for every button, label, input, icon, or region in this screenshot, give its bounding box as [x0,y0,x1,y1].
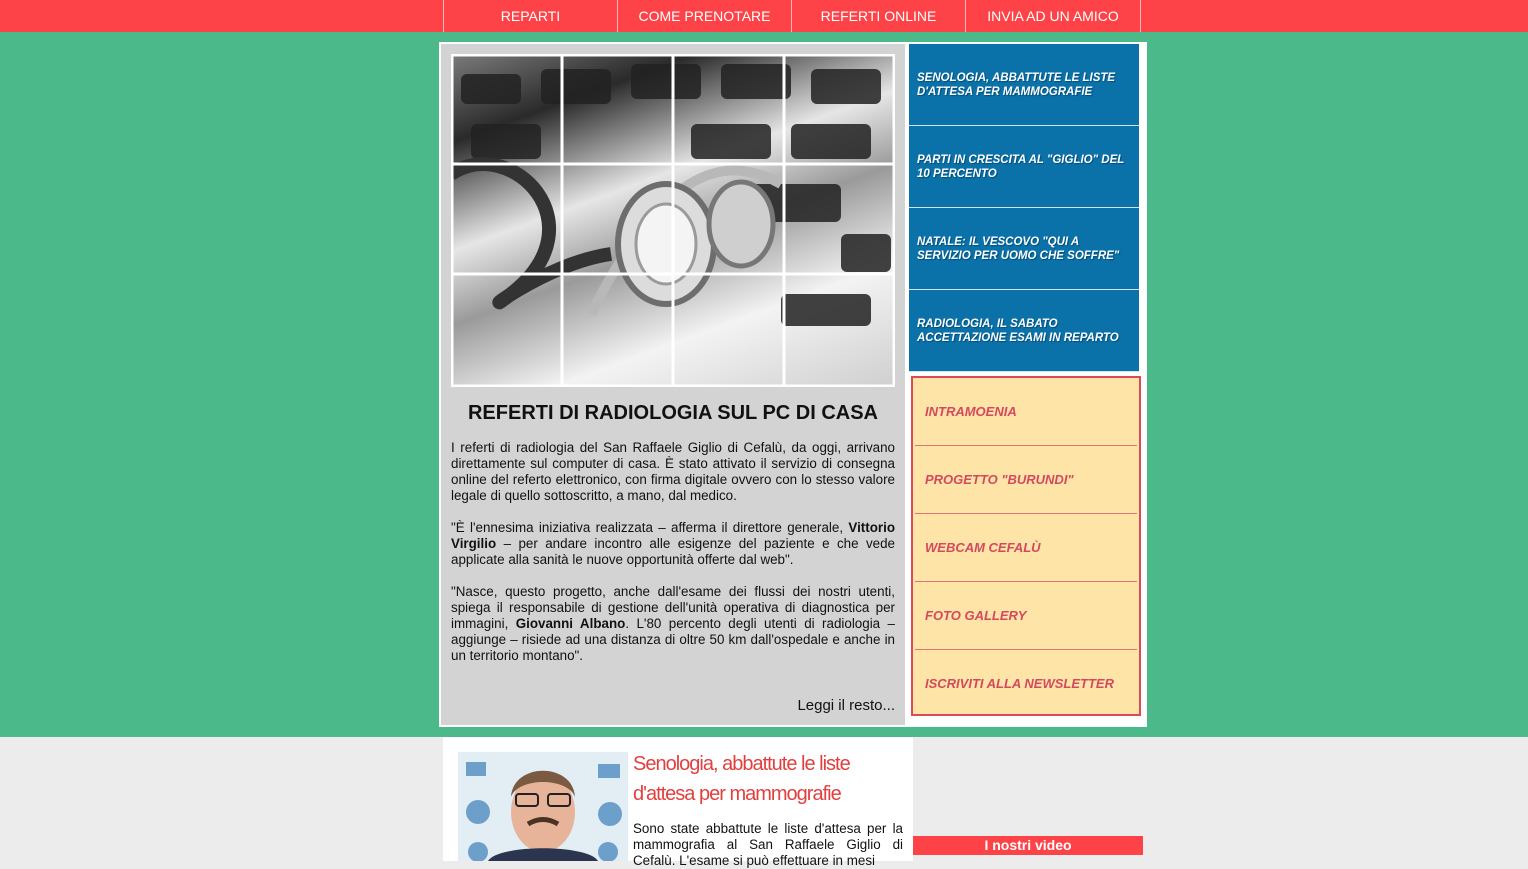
side-menu [911,376,1141,716]
secondary-article-text: Sono state abbattute le liste d'attesa per la mammografia al San Raffaele Giglio di Cefalù. L'esame si può effettuare in mesi [633,821,903,868]
main-nav [443,0,1141,32]
menu-progetto-burundi[interactable]: PROGETTO "BURUNDI" [915,446,1137,514]
news-item[interactable]: NATALE: IL VESCOVO "QUI A SERVIZIO PER UOMO CHE SOFFRE" [909,208,1139,290]
menu-intramoenia[interactable]: INTRAMOENIA [915,378,1137,446]
nav-reparti[interactable]: REPARTI [443,0,617,32]
p3-text-b: . L'80 percento degli utenti di radiologia – aggiunge – risiede ad una distanza di oltre 50 km dall'ospedale e anche in un territorio montano". [451,616,895,663]
news-list [909,44,1139,372]
doctor-portrait-image[interactable] [458,752,628,861]
p2-person-name: Vittorio Virgilio [451,520,895,551]
top-nav-bar [0,0,1528,32]
p2-text-a: "È l'ennesima iniziativa realizzata – afferma il direttore generale, [451,520,849,535]
secondary-article-title[interactable]: Senologia, abbattute le liste d'attesa per mammografie [633,753,850,805]
p2-text-b: – per andare incontro alle esigenze del paziente e che vede applicate alla sanità le nuove opportunità offerte dal web". [451,536,895,567]
p3-person-name: Giovanni Albano [515,616,626,631]
featured-article [441,44,905,725]
article-title[interactable]: REFERTI DI RADIOLOGIA SUL PC DI CASA [467,402,879,424]
read-more-link[interactable]: Leggi il resto... [797,697,895,714]
menu-foto-gallery[interactable]: FOTO GALLERY [915,582,1137,650]
featured-container [439,42,1147,727]
stethoscope-keyboard-image[interactable] [451,54,895,387]
news-item[interactable]: PARTI IN CRESCITA AL "GIGLIO" DEL 10 PERCENTO [909,126,1139,208]
news-item[interactable]: RADIOLOGIA, IL SABATO ACCETTAZIONE ESAMI IN REPARTO [909,290,1139,372]
article-paragraph-3 [451,584,895,664]
nav-referti-online[interactable]: REFERTI ONLINE [791,0,965,32]
secondary-article [443,737,913,868]
menu-webcam-cefalu[interactable]: WEBCAM CEFALÙ [915,514,1137,582]
menu-newsletter[interactable]: ISCRIVITI ALLA NEWSLETTER [925,676,1114,691]
article-body [451,440,895,680]
videos-heading[interactable]: I nostri video [913,836,1143,855]
nav-come-prenotare[interactable]: COME PRENOTARE [617,0,791,32]
nav-invia-ad-un-amico[interactable]: INVIA AD UN AMICO [965,0,1141,32]
news-item[interactable]: SENOLOGIA, ABBATTUTE LE LISTE D'ATTESA PER MAMMOGRAFIE [909,44,1139,126]
article-paragraph-2 [451,520,895,568]
article-paragraph-1: I referti di radiologia del San Raffaele Giglio di Cefalù, da oggi, arrivano direttamente sul computer di casa. È stato attivato il servizio di consegna online del referto elettronico, con firma digitale ovvero con lo stesso valore legale di quello sottoscritto, a mano, dal medico. [451,440,895,503]
p3-text-a: "Nasce, questo progetto, anche dall'esame dei flussi dei nostri utenti, spiega il responsabile di gestione dell'unità operativa di diagnostica per immagini, [451,584,895,631]
